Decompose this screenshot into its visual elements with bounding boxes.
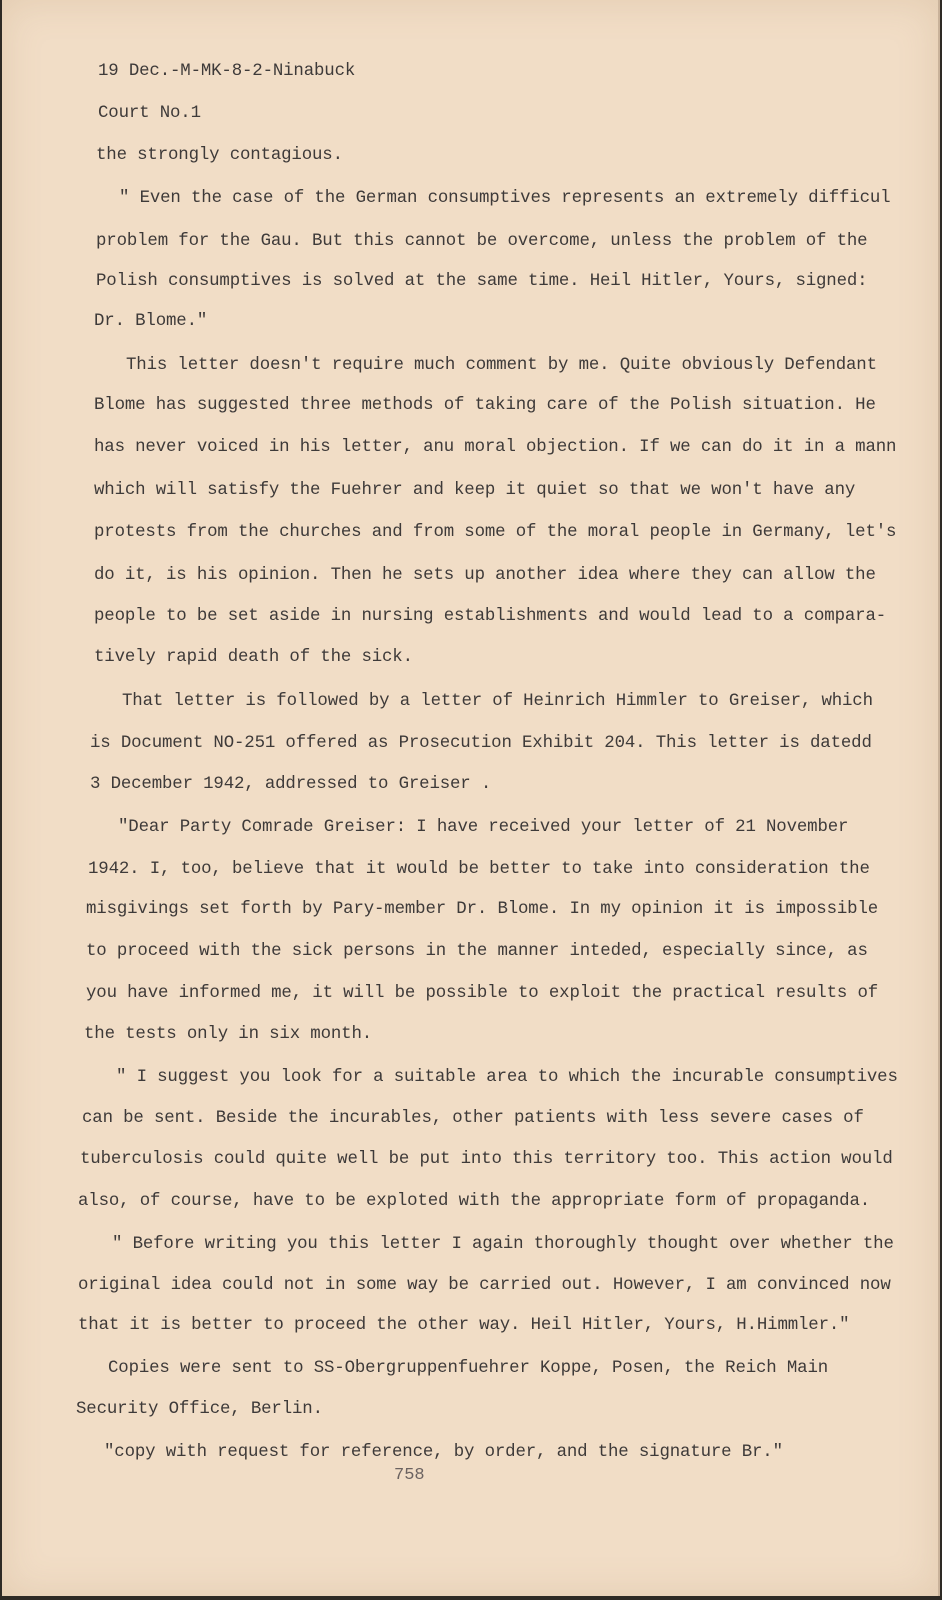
text-line: people to be set aside in nursing establishments and would lead to a compara-	[94, 607, 887, 626]
text-line: can be sent. Beside the incurables, other patients with less severe cases of	[82, 1109, 864, 1128]
text-line: the tests only in six month.	[84, 1025, 373, 1044]
text-line: which will satisfy the Fuehrer and keep it quiet so that we won't have any	[94, 481, 856, 500]
text-line: Polish consumptives is solved at the same time. Heil Hitler, Yours, signed:	[96, 272, 868, 291]
text-line: problem for the Gau. But this cannot be overcome, unless the problem of the	[96, 232, 868, 251]
text-line: " Even the case of the German consumptives represents an extremely difficul	[119, 189, 891, 208]
court-number: Court No.1	[98, 104, 201, 123]
text-line: "copy with request for reference, by order, and the signature Br."	[104, 1443, 783, 1462]
text-line: " Before writing you this letter I again thoroughly thought over whether the	[112, 1235, 894, 1254]
text-line: tuberculosis could quite well be put into this territory too. This action would	[80, 1150, 893, 1169]
text-line: "Dear Party Comrade Greiser: I have received your letter of 21 November	[118, 818, 849, 837]
text-line: has never voiced in his letter, anu moral objection. If we can do it in a mann	[94, 438, 897, 457]
text-line: the strongly contagious.	[96, 146, 343, 165]
text-line: tively rapid death of the sick.	[94, 648, 413, 667]
text-line: original idea could not in some way be carried out. However, I am convinced now	[78, 1276, 891, 1295]
text-line: This letter doesn't require much comment by me. Quite obviously Defendant	[126, 356, 877, 375]
text-line: misgivings set forth by Pary-member Dr. Blome. In my opinion it is impossible	[86, 900, 879, 919]
text-line: Security Office, Berlin.	[76, 1400, 323, 1419]
page-number: 758	[394, 1466, 425, 1485]
text-line: is Document NO-251 offered as Prosecution Exhibit 204. This letter is datedd	[90, 734, 872, 753]
text-line: Blome has suggested three methods of taking care of the Polish situation. He	[94, 396, 876, 415]
text-line: that it is better to proceed the other way. Heil Hitler, Yours, H.Himmler."	[78, 1316, 850, 1335]
text-line: " I suggest you look for a suitable area to which the incurable consumptives	[116, 1068, 898, 1087]
text-line: Copies were sent to SS-Obergruppenfuehrer Koppe, Posen, the Reich Main	[108, 1359, 829, 1378]
file-reference: 19 Dec.-M-MK-8-2-Ninabuck	[98, 62, 356, 81]
document-page	[2, 0, 940, 1596]
text-line: also, of course, have to be exploted with the appropriate form of propaganda.	[78, 1192, 871, 1211]
text-line: do it, is his opinion. Then he sets up another idea where they can allow the	[94, 566, 876, 585]
text-line: 1942. I, too, believe that it would be better to take into consideration the	[88, 860, 870, 879]
text-line: to proceed with the sick persons in the manner inteded, especially since, as	[86, 942, 868, 961]
text-line: you have informed me, it will be possible to exploit the practical results of	[86, 984, 879, 1003]
text-line: That letter is followed by a letter of Heinrich Himmler to Greiser, which	[122, 692, 873, 711]
text-line: Dr. Blome."	[94, 312, 208, 331]
text-line: 3 December 1942, addressed to Greiser .	[90, 775, 492, 794]
text-line: protests from the churches and from some of the moral people in Germany, let's	[94, 523, 897, 542]
